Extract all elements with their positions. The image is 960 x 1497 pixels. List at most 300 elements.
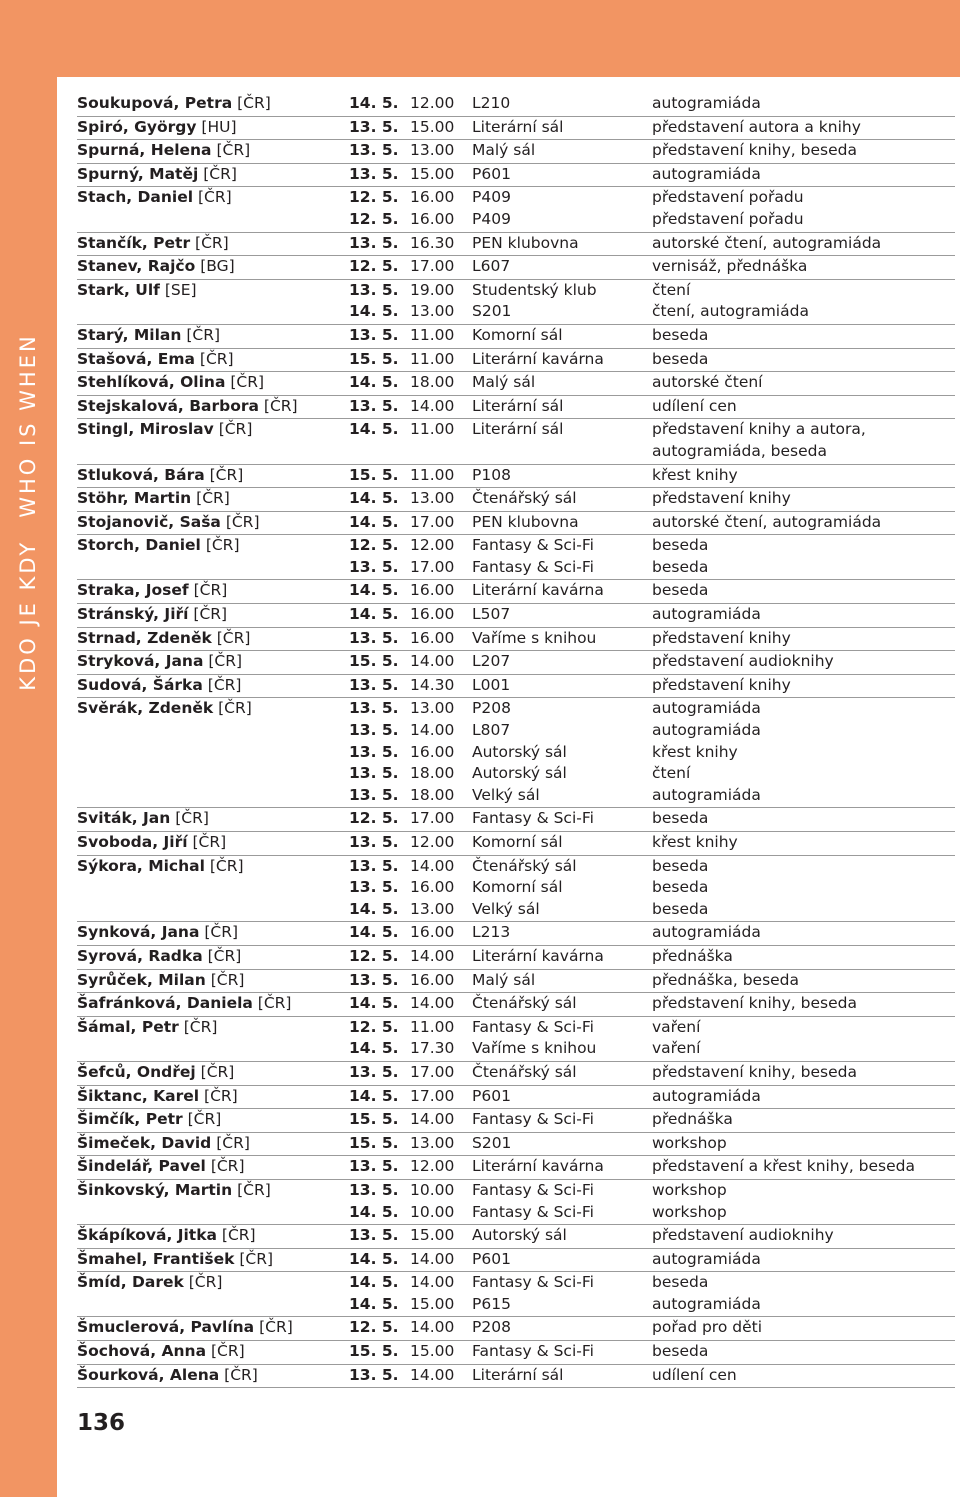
author-cell xyxy=(77,372,264,394)
author-country: [ČR] xyxy=(211,1342,245,1361)
event-room: Studentský klub xyxy=(472,280,597,299)
author-name: Šmahel, František xyxy=(77,1249,235,1268)
event-room: Komorní sál xyxy=(472,878,563,897)
event-date: 13. 5. xyxy=(349,396,399,415)
event-room: Velký sál xyxy=(472,785,540,804)
schedule-entry xyxy=(77,1317,955,1341)
event-time: 13.00 xyxy=(410,302,455,321)
event-row xyxy=(77,808,955,830)
author-cell xyxy=(77,280,197,302)
author-name: Strnad, Zdeněk xyxy=(77,628,212,647)
schedule-entry xyxy=(77,675,955,699)
event-date: 13. 5. xyxy=(349,721,399,740)
event-date: 13. 5. xyxy=(349,280,399,299)
event-row xyxy=(77,1086,955,1108)
event-time: 13.00 xyxy=(410,1133,455,1152)
event-row xyxy=(77,1365,955,1387)
event-row xyxy=(77,256,955,278)
schedule-table xyxy=(77,93,955,1388)
event-room: Literární sál xyxy=(472,1365,564,1384)
event-activity: pořad pro děti xyxy=(652,1318,762,1337)
event-row xyxy=(77,280,955,302)
event-row xyxy=(77,877,955,899)
schedule-entry xyxy=(77,922,955,946)
author-country: [ČR] xyxy=(237,94,271,112)
event-activity: autogramiáda xyxy=(652,1294,761,1313)
schedule-entry xyxy=(77,396,955,420)
author-cell xyxy=(77,628,250,650)
event-date: 14. 5. xyxy=(349,581,399,600)
event-room: Literární sál xyxy=(472,117,564,136)
author-country: [ČR] xyxy=(188,1273,223,1292)
event-activity: čtení, autogramiáda xyxy=(652,302,809,321)
event-row xyxy=(77,535,955,557)
event-room: L001 xyxy=(472,675,511,694)
author-name: Stojanovič, Saša xyxy=(77,512,221,531)
event-time: 14.30 xyxy=(410,675,455,694)
event-row xyxy=(77,1156,955,1178)
event-activity: představení autora a knihy xyxy=(652,117,861,136)
event-activity: představení knihy xyxy=(652,489,791,508)
author-cell xyxy=(77,1133,250,1155)
author-country: [ČR] xyxy=(209,856,244,875)
event-date: 14. 5. xyxy=(349,923,399,942)
event-row xyxy=(77,1341,955,1363)
author-name: Sudová, Šárka xyxy=(77,675,203,694)
event-date: 14. 5. xyxy=(349,1086,399,1105)
event-row xyxy=(77,372,955,394)
author-country: [BG] xyxy=(200,257,235,276)
event-row xyxy=(77,785,955,807)
event-room: Autorský sál xyxy=(472,764,567,783)
author-name: Šámal, Petr xyxy=(77,1017,179,1036)
event-time: 12.00 xyxy=(410,1157,455,1176)
schedule-entry xyxy=(77,1272,955,1317)
event-row xyxy=(77,970,955,992)
event-activity: beseda xyxy=(652,1273,709,1292)
schedule-entry xyxy=(77,512,955,536)
event-room: Čtenářský sál xyxy=(472,994,577,1013)
author-name: Storch, Daniel xyxy=(77,536,201,555)
author-name: Škápíková, Jitka xyxy=(77,1226,217,1245)
schedule-entry xyxy=(77,970,955,994)
event-activity: představení knihy, beseda xyxy=(652,994,857,1013)
event-room: Velký sál xyxy=(472,899,540,918)
event-date: 15. 5. xyxy=(349,1133,399,1152)
event-date: 12. 5. xyxy=(349,809,399,828)
author-country: [SE] xyxy=(164,280,197,299)
author-country: [ČR] xyxy=(224,1365,258,1384)
event-activity: autogramiáda xyxy=(652,721,761,740)
event-date: 12. 5. xyxy=(349,209,399,228)
author-cell xyxy=(77,970,244,992)
event-time: 11.00 xyxy=(410,325,455,344)
event-activity: beseda xyxy=(652,557,709,576)
event-date: 13. 5. xyxy=(349,1180,399,1199)
author-cell xyxy=(77,808,209,830)
author-cell xyxy=(77,922,238,944)
event-room: PEN klubovna xyxy=(472,233,579,252)
event-date: 14. 5. xyxy=(349,420,399,439)
author-cell xyxy=(77,1109,221,1131)
event-time: 14.00 xyxy=(410,1365,455,1384)
schedule-entry xyxy=(77,1133,955,1157)
schedule-entry xyxy=(77,325,955,349)
schedule-entry xyxy=(77,349,955,373)
event-row xyxy=(77,742,955,764)
event-row xyxy=(77,488,955,510)
author-cell xyxy=(77,1180,271,1202)
schedule-entry xyxy=(77,580,955,604)
event-date: 14. 5. xyxy=(349,1202,399,1221)
event-date: 13. 5. xyxy=(349,833,399,851)
event-date: 13. 5. xyxy=(349,1226,399,1245)
schedule-entry xyxy=(77,1249,955,1273)
author-cell xyxy=(77,164,237,186)
event-activity: křest knihy xyxy=(652,742,738,761)
event-time: 13.00 xyxy=(410,699,455,718)
schedule-entry xyxy=(77,1017,955,1062)
author-country: [ČR] xyxy=(196,489,230,508)
schedule-entry xyxy=(77,628,955,652)
event-time: 17.00 xyxy=(410,557,455,576)
event-time: 17.30 xyxy=(410,1039,455,1058)
event-row xyxy=(77,651,955,673)
event-date: 12. 5. xyxy=(349,257,399,276)
event-row xyxy=(77,233,955,255)
event-activity: beseda xyxy=(652,856,709,875)
event-time: 16.00 xyxy=(410,628,455,647)
event-time: 14.00 xyxy=(410,946,455,965)
event-room: Fantasy & Sci-Fi xyxy=(472,1110,594,1129)
author-country: [ČR] xyxy=(193,605,228,624)
event-time: 14.00 xyxy=(410,721,455,740)
event-room: PEN klubovna xyxy=(472,512,579,531)
event-activity: autogramiáda xyxy=(652,164,761,183)
event-activity: workshop xyxy=(652,1180,727,1199)
event-activity: přednáška xyxy=(652,1110,733,1129)
schedule-entry xyxy=(77,1156,955,1180)
schedule-entry xyxy=(77,1365,955,1389)
section-label-english: WHO IS WHEN xyxy=(16,333,40,518)
event-activity: čtení xyxy=(652,280,691,299)
author-name: Šmíd, Darek xyxy=(77,1273,184,1292)
schedule-entry xyxy=(77,117,955,141)
event-row xyxy=(77,763,955,785)
event-activity: autogramiáda xyxy=(652,1249,761,1268)
author-name: Stark, Ulf xyxy=(77,280,160,299)
event-time: 17.00 xyxy=(410,1062,455,1081)
schedule-entry xyxy=(77,419,955,464)
event-activity: křest knihy xyxy=(652,465,738,484)
author-country: [ČR] xyxy=(187,1110,222,1129)
event-date: 13. 5. xyxy=(349,970,399,989)
event-time: 10.00 xyxy=(410,1202,455,1221)
schedule-entry xyxy=(77,1180,955,1225)
event-activity: beseda xyxy=(652,536,709,555)
event-date: 14. 5. xyxy=(349,1039,399,1058)
author-name: Syrová, Radka xyxy=(77,946,203,965)
event-room: Literární sál xyxy=(472,396,564,415)
event-time: 18.00 xyxy=(410,764,455,783)
author-cell xyxy=(77,512,260,534)
author-cell xyxy=(77,1272,222,1294)
event-activity: přednáška, beseda xyxy=(652,970,800,989)
author-cell xyxy=(77,187,232,209)
section-label xyxy=(16,333,40,690)
author-cell xyxy=(77,993,291,1015)
event-activity: představení pořadu xyxy=(652,209,804,228)
author-cell xyxy=(77,140,250,162)
author-country: [ČR] xyxy=(204,1086,238,1105)
event-date: 12. 5. xyxy=(349,1318,399,1337)
author-country: [ČR] xyxy=(216,628,251,647)
event-room: Literární kavárna xyxy=(472,581,604,600)
event-activity: křest knihy xyxy=(652,833,738,851)
event-room: Malý sál xyxy=(472,373,536,392)
event-room: P208 xyxy=(472,1318,511,1337)
event-room: Vaříme s knihou xyxy=(472,628,597,647)
event-time: 19.00 xyxy=(410,280,455,299)
author-country: [ČR] xyxy=(263,396,298,415)
event-row xyxy=(77,580,955,602)
event-date: 15. 5. xyxy=(349,1110,399,1129)
author-name: Šindelář, Pavel xyxy=(77,1157,206,1176)
event-activity: vaření xyxy=(652,1017,701,1036)
event-date: 15. 5. xyxy=(349,465,399,484)
event-row xyxy=(77,856,955,878)
schedule-entry xyxy=(77,651,955,675)
event-activity: představení knihy xyxy=(652,628,791,647)
event-activity: beseda xyxy=(652,1342,709,1361)
event-time: 11.00 xyxy=(410,1017,455,1036)
author-cell xyxy=(77,1017,217,1039)
schedule-entry xyxy=(77,280,955,325)
event-time: 14.00 xyxy=(410,1273,455,1292)
event-room: Fantasy & Sci-Fi xyxy=(472,809,594,828)
event-room: Fantasy & Sci-Fi xyxy=(472,1273,594,1292)
event-room: P615 xyxy=(472,1294,511,1313)
event-activity: beseda xyxy=(652,325,709,344)
page-number: 136 xyxy=(77,1410,126,1436)
event-room: P108 xyxy=(472,465,511,484)
schedule-entry xyxy=(77,187,955,232)
event-room: Fantasy & Sci-Fi xyxy=(472,536,594,555)
author-cell xyxy=(77,604,227,626)
event-row xyxy=(77,698,955,720)
author-name: Stejskalová, Barbora xyxy=(77,396,259,415)
event-time: 11.00 xyxy=(410,420,455,439)
author-cell xyxy=(77,1341,245,1363)
event-time: 16.00 xyxy=(410,923,455,942)
event-room: Malý sál xyxy=(472,970,536,989)
event-date: 13. 5. xyxy=(349,785,399,804)
author-country: [ČR] xyxy=(216,141,251,160)
event-time: 16.00 xyxy=(410,970,455,989)
schedule-entry xyxy=(77,488,955,512)
event-time: 13.00 xyxy=(410,141,455,160)
schedule-entry xyxy=(77,698,955,808)
author-country: [ČR] xyxy=(237,1180,271,1199)
event-row xyxy=(77,187,955,209)
event-time: 17.00 xyxy=(410,809,455,828)
event-activity: představení knihy a autora, xyxy=(652,420,866,439)
author-name: Spurný, Matěj xyxy=(77,164,199,183)
author-country: [ČR] xyxy=(259,1318,293,1337)
schedule-entry xyxy=(77,946,955,970)
schedule-entry xyxy=(77,164,955,188)
event-room: Fantasy & Sci-Fi xyxy=(472,1342,594,1361)
event-date: 15. 5. xyxy=(349,1342,399,1361)
event-time: 17.00 xyxy=(410,1086,455,1105)
schedule-entry xyxy=(77,256,955,280)
event-activity: autogramiáda, beseda xyxy=(652,441,828,460)
event-activity: představení audioknihy xyxy=(652,1226,834,1245)
event-room: L607 xyxy=(472,257,511,276)
event-time: 14.00 xyxy=(410,1110,455,1129)
event-activity: beseda xyxy=(652,349,709,368)
author-name: Starý, Milan xyxy=(77,325,182,344)
author-country: [ČR] xyxy=(186,325,221,344)
author-name: Stránský, Jiří xyxy=(77,605,189,624)
event-row xyxy=(77,1133,955,1155)
author-cell xyxy=(77,580,227,602)
author-country: [ČR] xyxy=(195,233,229,252)
event-room: Autorský sál xyxy=(472,1226,567,1245)
author-name: Šiktanc, Karel xyxy=(77,1086,200,1105)
event-time: 14.00 xyxy=(410,652,455,671)
event-time: 15.00 xyxy=(410,1226,455,1245)
author-country: [ČR] xyxy=(207,675,242,694)
author-country: [ČR] xyxy=(218,420,253,439)
author-cell xyxy=(77,465,243,487)
event-room: S201 xyxy=(472,1133,512,1152)
event-time: 16.00 xyxy=(410,605,455,624)
event-row xyxy=(77,396,955,418)
author-country: [ČR] xyxy=(207,946,242,965)
event-time: 18.00 xyxy=(410,373,455,392)
event-row xyxy=(77,1038,955,1060)
event-activity: workshop xyxy=(652,1133,727,1152)
event-date: 14. 5. xyxy=(349,373,399,392)
event-date: 13. 5. xyxy=(349,141,399,160)
author-name: Stančík, Petr xyxy=(77,233,191,252)
event-room: L507 xyxy=(472,605,511,624)
event-date: 14. 5. xyxy=(349,994,399,1013)
event-date: 13. 5. xyxy=(349,628,399,647)
event-row xyxy=(77,993,955,1015)
event-time: 14.00 xyxy=(410,1249,455,1268)
author-name: Šmuclerová, Pavlína xyxy=(77,1318,255,1337)
event-activity: představení pořadu xyxy=(652,188,804,207)
author-name: Spurná, Helena xyxy=(77,141,212,160)
author-country: [HU] xyxy=(201,117,237,136)
author-cell xyxy=(77,1317,293,1339)
event-row xyxy=(77,832,955,854)
author-name: Stach, Daniel xyxy=(77,188,194,207)
event-room: Komorní sál xyxy=(472,833,563,851)
author-name: Šimčík, Petr xyxy=(77,1110,183,1129)
event-time: 18.00 xyxy=(410,785,455,804)
event-activity: představení knihy, beseda xyxy=(652,1062,857,1081)
event-time: 12.00 xyxy=(410,94,455,112)
event-date: 15. 5. xyxy=(349,652,399,671)
author-country: [ČR] xyxy=(210,970,245,989)
author-name: Sviták, Jan xyxy=(77,809,171,828)
event-activity: autorské čtení, autogramiáda xyxy=(652,512,882,531)
event-date: 12. 5. xyxy=(349,188,399,207)
event-activity: udílení cen xyxy=(652,396,737,415)
schedule-entry xyxy=(77,372,955,396)
event-room: P208 xyxy=(472,699,511,718)
author-name: Stehlíková, Olina xyxy=(77,373,226,392)
event-time: 14.00 xyxy=(410,396,455,415)
event-time: 12.00 xyxy=(410,536,455,555)
event-row xyxy=(77,1225,955,1247)
event-activity: udílení cen xyxy=(652,1365,737,1384)
author-name: Stingl, Miroslav xyxy=(77,420,214,439)
event-time: 16.30 xyxy=(410,233,455,252)
event-row xyxy=(77,1317,955,1339)
event-date: 15. 5. xyxy=(349,349,399,368)
author-cell xyxy=(77,419,252,441)
schedule-entry xyxy=(77,808,955,832)
event-date: 12. 5. xyxy=(349,1017,399,1036)
event-room: Autorský sál xyxy=(472,742,567,761)
event-date: 13. 5. xyxy=(349,233,399,252)
author-name: Stašová, Ema xyxy=(77,349,195,368)
event-activity: autogramiáda xyxy=(652,699,761,718)
event-row xyxy=(77,1017,955,1039)
schedule-entry xyxy=(77,535,955,580)
event-date: 14. 5. xyxy=(349,605,399,624)
event-row xyxy=(77,946,955,968)
author-country: [ČR] xyxy=(218,699,252,718)
event-date: 13. 5. xyxy=(349,557,399,576)
event-date: 14. 5. xyxy=(349,1294,399,1313)
event-time: 15.00 xyxy=(410,164,455,183)
event-row xyxy=(77,93,955,115)
event-time: 17.00 xyxy=(410,512,455,531)
event-row xyxy=(77,465,955,487)
event-room: Fantasy & Sci-Fi xyxy=(472,1180,594,1199)
event-date: 14. 5. xyxy=(349,512,399,531)
event-time: 14.00 xyxy=(410,1318,455,1337)
author-country: [ČR] xyxy=(208,652,243,671)
schedule-entry xyxy=(77,1086,955,1110)
event-row xyxy=(77,1249,955,1271)
event-time: 14.00 xyxy=(410,856,455,875)
schedule-entry xyxy=(77,604,955,628)
event-date: 13. 5. xyxy=(349,742,399,761)
event-activity: beseda xyxy=(652,878,709,897)
event-date: 13. 5. xyxy=(349,1062,399,1081)
event-room: Vaříme s knihou xyxy=(472,1039,597,1058)
schedule-entry xyxy=(77,1225,955,1249)
event-activity: představení a křest knihy, beseda xyxy=(652,1157,915,1176)
event-row xyxy=(77,419,955,441)
event-room: Čtenářský sál xyxy=(472,1062,577,1081)
event-date: 12. 5. xyxy=(349,946,399,965)
event-activity: autogramiáda xyxy=(652,1086,761,1105)
event-date: 14. 5. xyxy=(349,489,399,508)
event-room: Malý sál xyxy=(472,141,536,160)
event-room: Literární kavárna xyxy=(472,349,604,368)
event-activity: čtení xyxy=(652,764,691,783)
event-activity: autogramiáda xyxy=(652,605,761,624)
event-row xyxy=(77,675,955,697)
event-row xyxy=(77,209,955,231)
